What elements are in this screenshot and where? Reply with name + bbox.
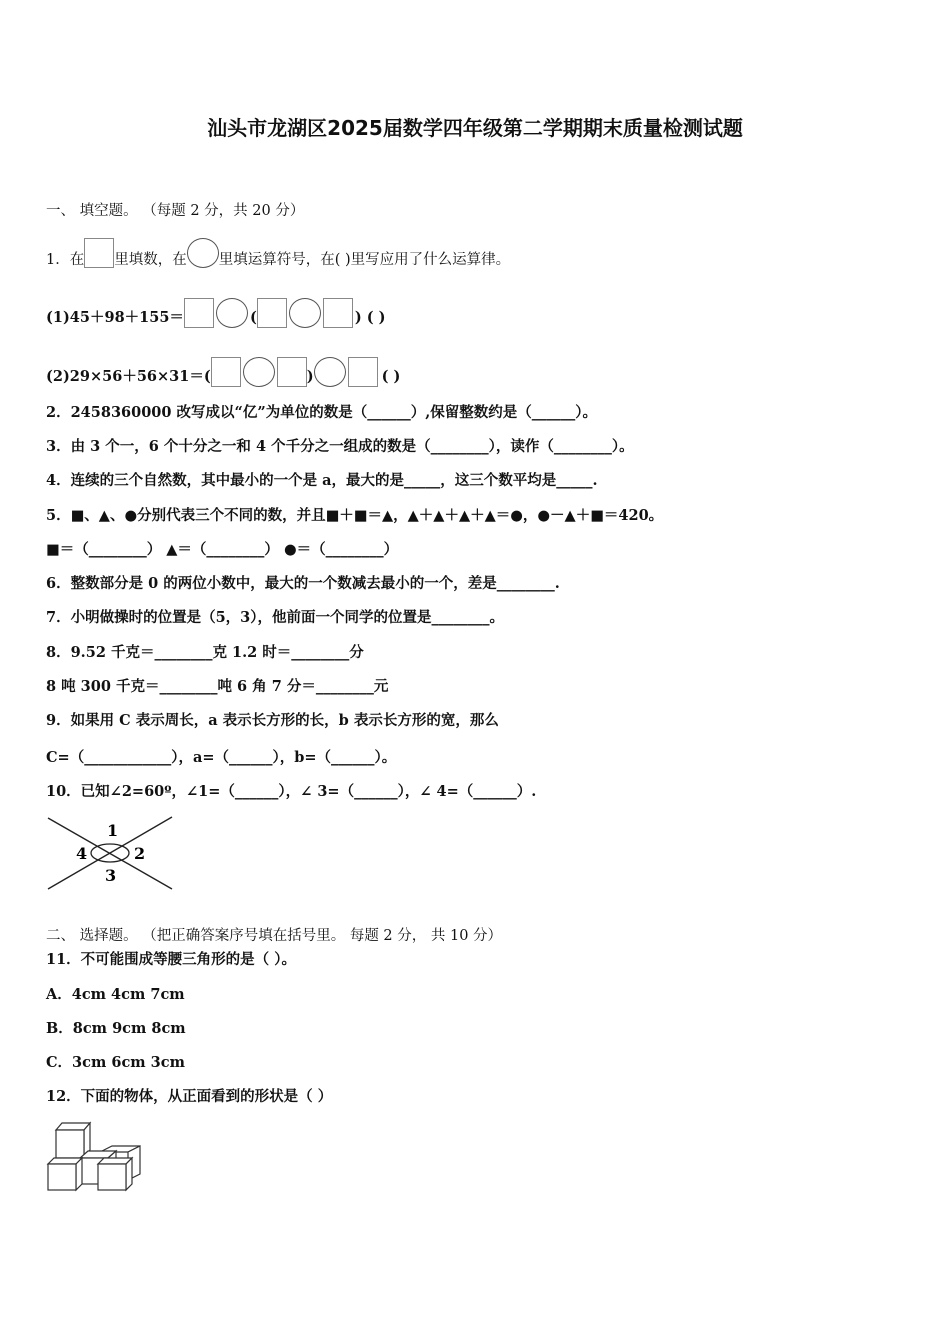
q1-part2-expr: (2)29×56＋56×31＝( — [46, 368, 211, 385]
blank-box-icon — [348, 357, 378, 387]
q5-line2: ■＝（________） ▲＝（________） ●＝（________） — [46, 541, 399, 558]
q1-part1-expr: (1)45＋98＋155＝ — [46, 309, 184, 326]
q4: 4．连续的三个自然数，其中最小的一个是 a，最大的是_____，这三个数平均是_____. — [46, 472, 598, 489]
cube-side-face — [126, 1158, 132, 1190]
q1-instruction — [46, 238, 510, 270]
q12: 12．下面的物体，从正面看到的形状是（ ） — [46, 1088, 333, 1105]
blank-circle-icon — [289, 298, 321, 328]
q5-line1: 5．■、▲、●分别代表三个不同的数，并且■＋■＝▲，▲＋▲＋▲＋▲＝●，●－▲＋■＝420。 — [46, 507, 664, 524]
q11-option-c: C．3cm 6cm 3cm — [46, 1054, 185, 1071]
q1-part1-paren-open: ( — [249, 309, 257, 326]
section1-heading: 一、 填空题。 （每题 2 分，共 20 分） — [46, 203, 305, 219]
q1-mid2: 里填运算符号，在( )里写应用了什么运算律。 — [218, 252, 511, 268]
section2-heading: 二、 选择题。 （把正确答案序号填在括号里。 每题 2 分， 共 10 分） — [46, 928, 503, 944]
blank-box-icon — [277, 357, 307, 387]
q1-part1-tail: ) ( ) — [354, 309, 386, 326]
number-box-icon — [84, 238, 114, 268]
q9-line1: 9．如果用 C 表示周长，a 表示长方形的长，b 表示长方形的宽，那么 — [46, 712, 499, 729]
q1-part2-paren-close: ) — [306, 368, 314, 385]
q2: 2．2458360000 改写成以“亿”为单位的数是（______）,保留整数约是（______）。 — [46, 404, 598, 421]
q1-part2-tail: ( ) — [381, 368, 401, 385]
cube-side-face — [76, 1158, 82, 1190]
q1-part1 — [46, 298, 386, 328]
page-title: 汕头市龙湖区2025届数学四年级第二学期期末质量检测试题 — [207, 116, 743, 140]
q1-mid1: 里填数，在 — [114, 252, 187, 268]
q8-line1: 8．9.52 千克＝________克 1.2 时＝________分 — [46, 644, 364, 661]
angle-figure — [44, 814, 176, 892]
blank-box-icon — [257, 298, 287, 328]
q1-prefix: 1．在 — [46, 252, 85, 268]
q11-option-a: A．4cm 4cm 7cm — [46, 986, 185, 1003]
cubes-figure — [44, 1118, 144, 1194]
q11-option-b: B．8cm 9cm 8cm — [46, 1020, 186, 1037]
blank-circle-icon — [243, 357, 275, 387]
q3: 3．由 3 个一，6 个十分之一和 4 个千分之一组成的数是（________），读作（________）。 — [46, 438, 634, 455]
angle-label-4: 4 — [76, 844, 88, 863]
q7: 7．小明做操时的位置是（5，3），他前面一个同学的位置是________。 — [46, 609, 505, 626]
blank-box-icon — [323, 298, 353, 328]
q10: 10．已知∠2=60º，∠1=（______），∠ 3=（______），∠ 4=（______）. — [46, 783, 537, 800]
operator-circle-icon — [187, 238, 219, 268]
q1-part2 — [46, 357, 400, 387]
cube-front-face — [48, 1164, 76, 1190]
q8-line2: 8 吨 300 千克＝________吨 6 角 7 分＝________元 — [46, 678, 389, 695]
blank-circle-icon — [216, 298, 248, 328]
q9-line2: C=（____________），a=（______），b=（______）。 — [46, 749, 397, 766]
cube-front-face — [98, 1164, 126, 1190]
angle-label-2: 2 — [134, 844, 146, 863]
blank-box-icon — [211, 357, 241, 387]
q11: 11．不可能围成等腰三角形的是（ ）。 — [46, 951, 296, 968]
cube-front-face — [56, 1130, 84, 1158]
angle-label-3: 3 — [105, 866, 117, 885]
blank-circle-icon — [314, 357, 346, 387]
blank-box-icon — [184, 298, 214, 328]
angle-label-1: 1 — [107, 821, 119, 840]
q6: 6．整数部分是 0 的两位小数中，最大的一个数减去最小的一个，差是________. — [46, 575, 560, 592]
